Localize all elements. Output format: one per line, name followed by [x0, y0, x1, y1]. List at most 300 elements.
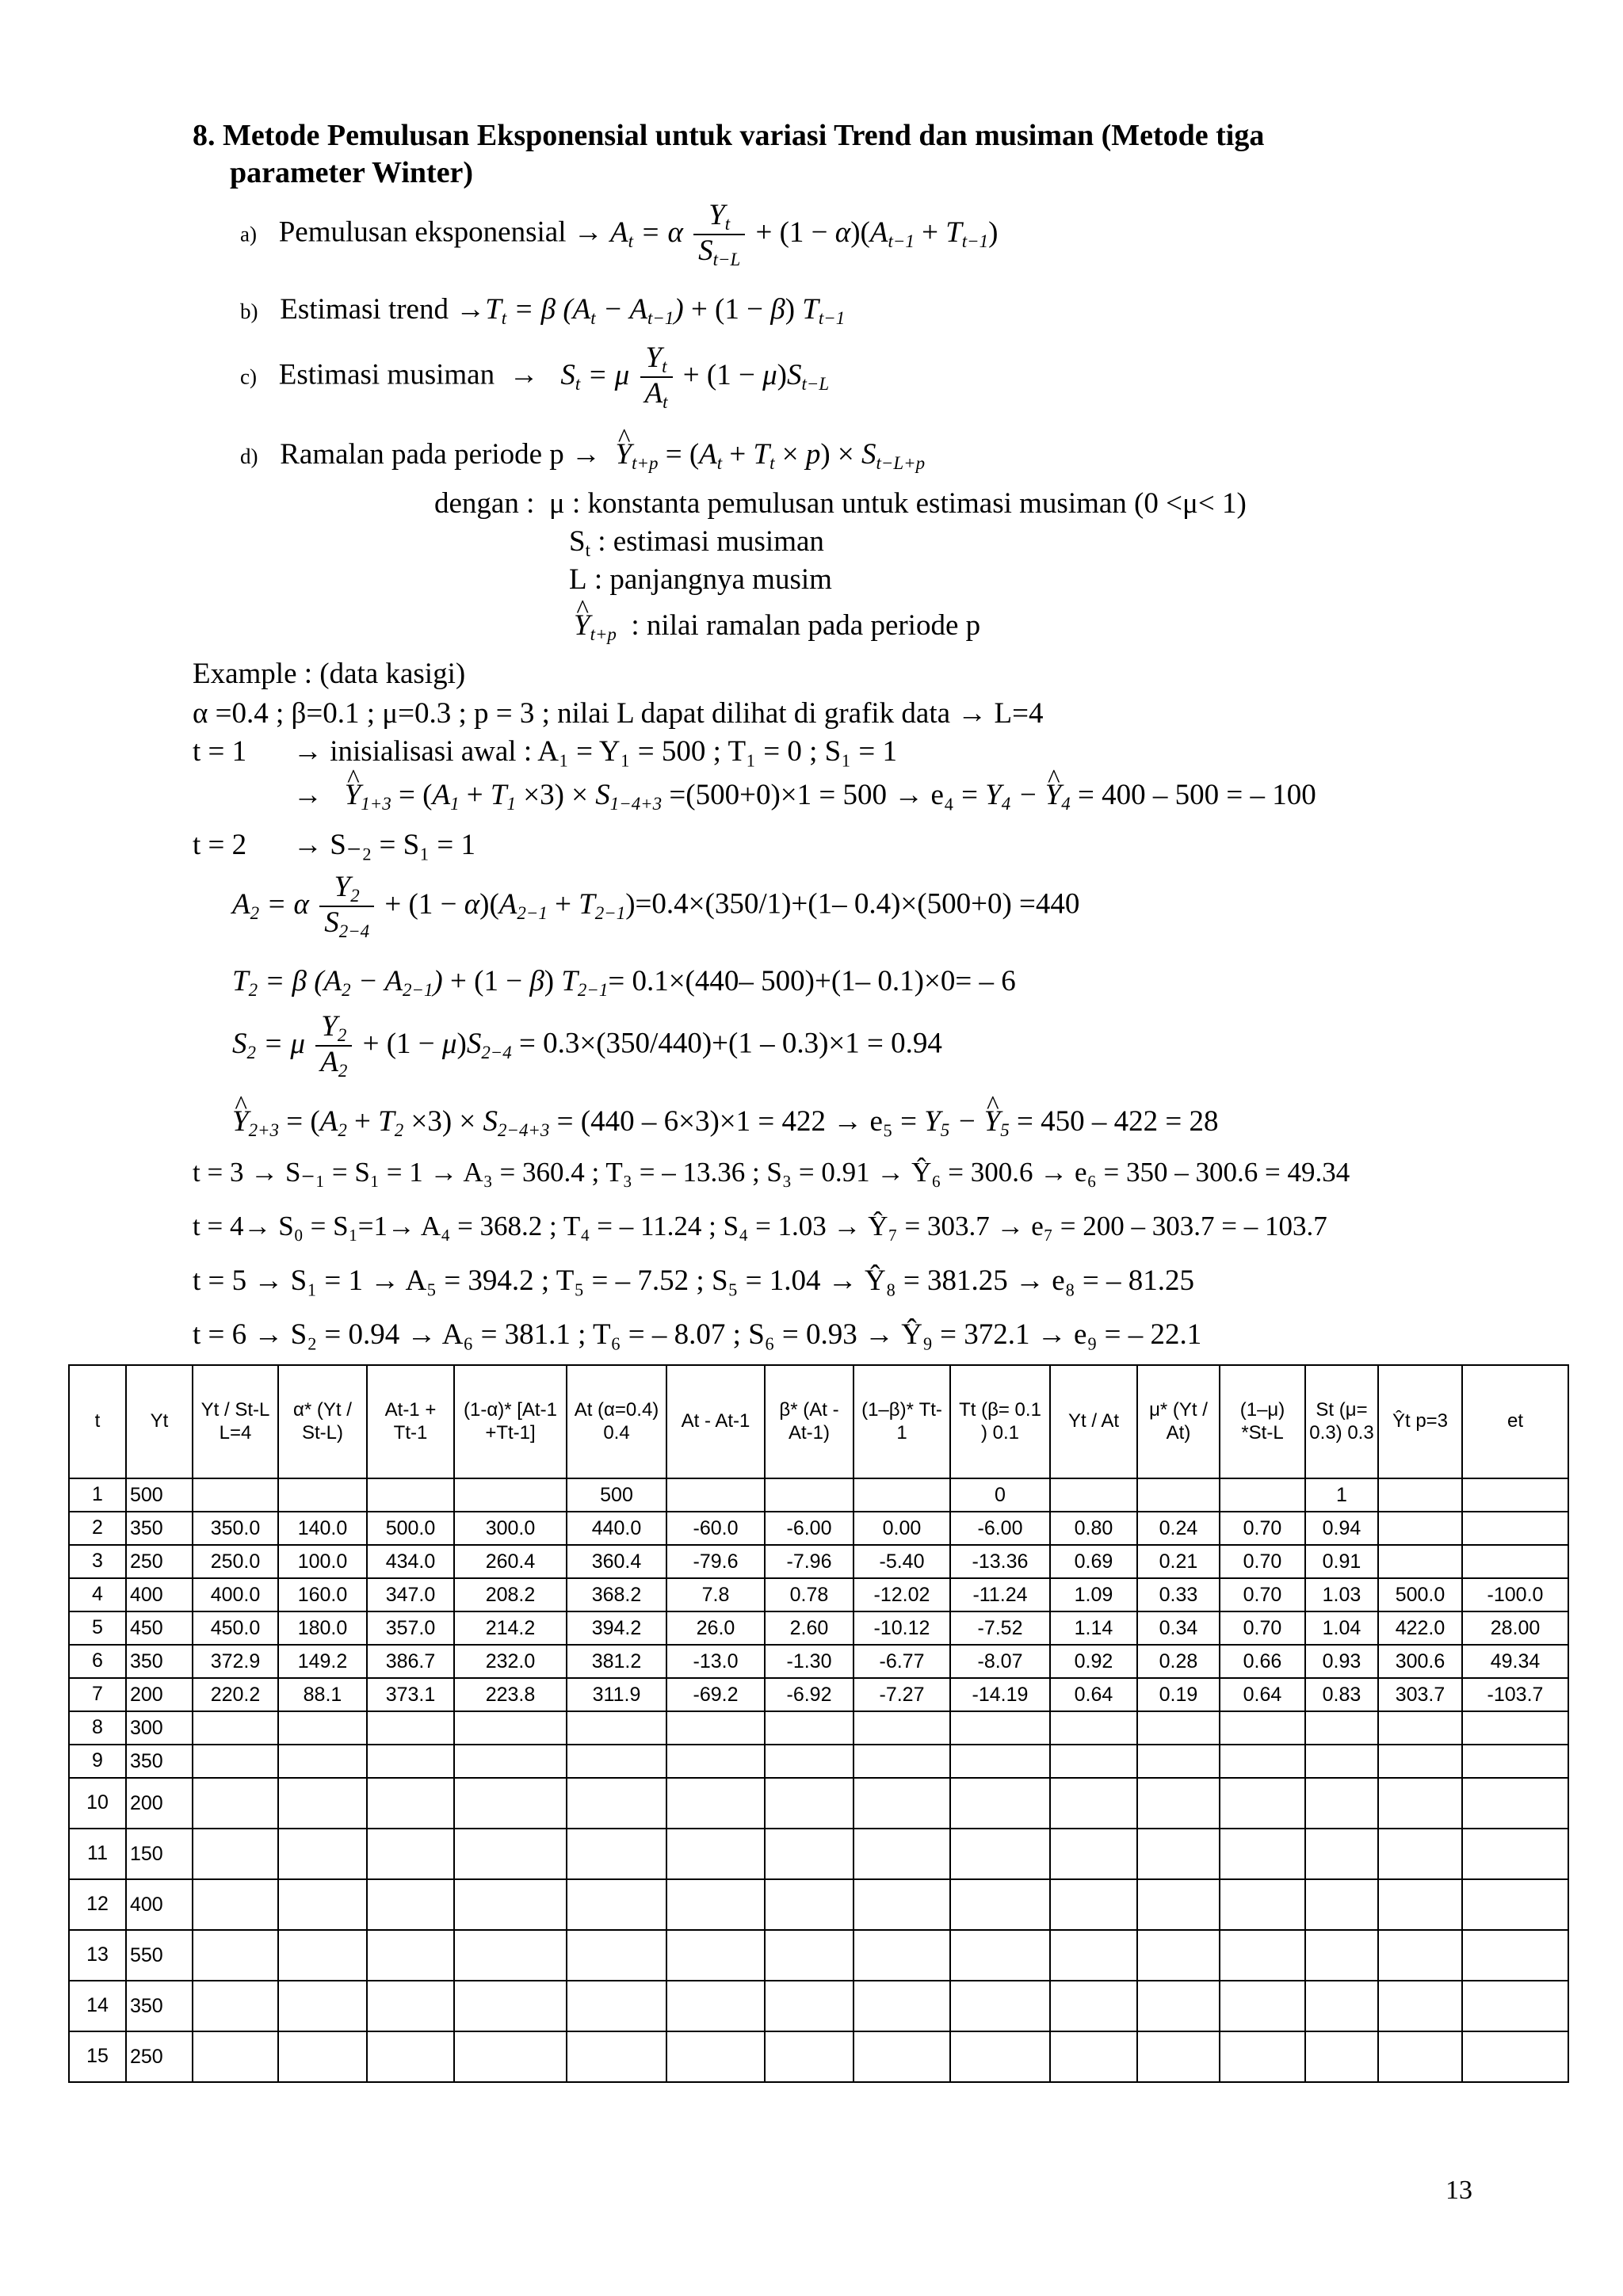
table-cell [367, 1829, 454, 1879]
table-cell: 10 [69, 1778, 126, 1829]
table-row [69, 1578, 1568, 1611]
table-row [69, 1829, 1568, 1879]
table-cell [567, 1930, 666, 1981]
table-cell: 214.2 [454, 1611, 567, 1645]
table-cell [367, 1778, 454, 1829]
table-header-row [69, 1365, 1568, 1478]
table-cell [193, 1711, 278, 1745]
table-cell [1137, 1745, 1220, 1778]
col-header: β* (At - At-1) [765, 1365, 854, 1478]
table-cell: 0.83 [1305, 1678, 1378, 1711]
col-header: (1–β)* Tt-1 [854, 1365, 950, 1478]
table-cell [765, 1879, 854, 1930]
table-cell [278, 1829, 367, 1879]
table-cell [1378, 1711, 1462, 1745]
table-cell: 150 [126, 1829, 193, 1879]
table-cell [1220, 1745, 1305, 1778]
table-cell [567, 1829, 666, 1879]
table-cell: -100.0 [1462, 1578, 1568, 1611]
table-cell [1137, 1981, 1220, 2031]
table-cell: 5 [69, 1611, 126, 1645]
legend-mu: dengan : μ : konstanta pemulusan untuk estimasi musiman (0 <μ< 1) [434, 487, 1247, 520]
table-cell: 1.04 [1305, 1611, 1378, 1645]
table-cell [854, 1478, 950, 1512]
winter-table [68, 1364, 1569, 2083]
table-cell: 1.03 [1305, 1578, 1378, 1611]
table-cell [1137, 1930, 1220, 1981]
table-cell: 250.0 [193, 1545, 278, 1578]
formula-c [240, 342, 829, 412]
table-cell [1050, 1829, 1137, 1879]
table-cell: 400 [126, 1879, 193, 1930]
col-header: μ* (Yt / At) [1137, 1365, 1220, 1478]
table-cell [278, 1711, 367, 1745]
table-cell [950, 1745, 1050, 1778]
table-row [69, 1512, 1568, 1545]
table-cell [1050, 1981, 1137, 2031]
y23-calc-end: = 450 – 422 = 28 [1017, 1105, 1219, 1138]
table-cell [367, 1930, 454, 1981]
table-cell [765, 1778, 854, 1829]
table-cell: -12.02 [854, 1578, 950, 1611]
table-cell: 14 [69, 1981, 126, 2031]
item-c-text: Estimasi musiman [278, 358, 495, 391]
table-cell: 200 [126, 1678, 193, 1711]
table-cell: -6.77 [854, 1645, 950, 1678]
table-cell [367, 2031, 454, 2082]
table-cell [1220, 1879, 1305, 1930]
table-cell: 3 [69, 1545, 126, 1578]
table-cell [278, 1478, 367, 1512]
table-cell: 0.70 [1220, 1512, 1305, 1545]
table-cell: 250 [126, 2031, 193, 2082]
legend-y: ^ $Y_{t+p}$ : nilai ramalan pada periode p [574, 609, 980, 645]
formula-a-expr: $A_t = \alpha$ $\frac{Y_t}{S_{t-L}}$ + $(1 - \alpha)(A_{t-1} + T_{t-1})$ [610, 199, 999, 269]
table-cell: 1 [1305, 1478, 1378, 1512]
table-cell: -13.0 [666, 1645, 765, 1678]
table-cell [1137, 1478, 1220, 1512]
table-cell [1137, 1711, 1220, 1745]
table-cell [1378, 1879, 1462, 1930]
arrow-icon: → [456, 293, 486, 326]
table-cell [1305, 1829, 1378, 1879]
table-cell: 11 [69, 1829, 126, 1879]
table-row [69, 1478, 1568, 1512]
table-cell [1462, 1778, 1568, 1829]
table-cell [454, 1778, 567, 1829]
table-row [69, 1611, 1568, 1645]
table-cell: 88.1 [278, 1678, 367, 1711]
table-cell: -8.07 [950, 1645, 1050, 1678]
t5-line: t = 5 → S₁ = 1 → A₅ = 394.2 ; T₅ = – 7.52 ; S₅ = 1.04 → Ŷ₈ = 381.25 → e₈ = – 81.25 [193, 1264, 1194, 1297]
arrow-icon: → [573, 215, 603, 249]
item-b-text: Estimasi trend [280, 293, 449, 326]
table-cell: -14.19 [950, 1678, 1050, 1711]
formula-b [240, 293, 845, 329]
table-cell: -79.6 [666, 1545, 765, 1578]
item-d-label: d) [240, 444, 258, 468]
table-cell: 360.4 [567, 1545, 666, 1578]
table-cell [1220, 1778, 1305, 1829]
y23-calc: ^ $Y_{2+3} = (A_2 + T_2 \times 3) \times S_{2-4+3} = (440 - 6\times 3)\times 1 = 422 \to e_5 = Y_5$ − ^ $Y_5 = 450 - 422 = 28$ [232, 1105, 1219, 1141]
table-cell [854, 1930, 950, 1981]
table-cell [1462, 1879, 1568, 1930]
table-cell [1050, 1478, 1137, 1512]
table-cell: 15 [69, 2031, 126, 2082]
table-row [69, 1545, 1568, 1578]
table-cell [666, 1829, 765, 1879]
table-cell [278, 1745, 367, 1778]
table-cell [666, 1930, 765, 1981]
table-body [69, 1478, 1568, 2082]
table-cell [1305, 1745, 1378, 1778]
table-cell [1462, 1545, 1568, 1578]
table-cell [950, 1711, 1050, 1745]
table-cell: 0.00 [854, 1512, 950, 1545]
table-cell: 100.0 [278, 1545, 367, 1578]
table-cell: -7.96 [765, 1545, 854, 1578]
col-header: (1–μ) *St-L [1220, 1365, 1305, 1478]
table-cell: 300.0 [454, 1512, 567, 1545]
table-cell [367, 1981, 454, 2031]
table-cell [1462, 1829, 1568, 1879]
formula-d [240, 438, 925, 474]
table-cell [1462, 1745, 1568, 1778]
table-cell [278, 1981, 367, 2031]
table-cell: -7.52 [950, 1611, 1050, 1645]
table-cell: 350.0 [193, 1512, 278, 1545]
table-cell: 394.2 [567, 1611, 666, 1645]
table-cell: 7 [69, 1678, 126, 1711]
t2-s: → S₋₂ = S₁ = 1 [293, 829, 475, 861]
table-cell [666, 1711, 765, 1745]
table-cell: 434.0 [367, 1545, 454, 1578]
table-cell: 373.1 [367, 1678, 454, 1711]
table-cell: 0.66 [1220, 1645, 1305, 1678]
table-cell: -13.36 [950, 1545, 1050, 1578]
col-header: α* (Yt / St-L) [278, 1365, 367, 1478]
table-cell [1378, 1778, 1462, 1829]
table-cell: 160.0 [278, 1578, 367, 1611]
table-cell: 1 [69, 1478, 126, 1512]
table-cell [854, 1745, 950, 1778]
table-cell: 28.00 [1462, 1611, 1568, 1645]
table-cell [854, 1711, 950, 1745]
table-cell [854, 1981, 950, 2031]
table-cell [1220, 1711, 1305, 1745]
table-cell [1462, 1512, 1568, 1545]
col-header: Tt (β= 0.1 ) 0.1 [950, 1365, 1050, 1478]
table-cell: 350 [126, 1645, 193, 1678]
table-cell [666, 2031, 765, 2082]
table-cell [567, 1745, 666, 1778]
table-cell: -6.92 [765, 1678, 854, 1711]
table-cell [1050, 1879, 1137, 1930]
table-cell: 500.0 [367, 1512, 454, 1545]
table-cell [1378, 2031, 1462, 2082]
table-cell: 0.70 [1220, 1578, 1305, 1611]
table-cell: -10.12 [854, 1611, 950, 1645]
table-cell [1137, 1879, 1220, 1930]
legend-mu-text: : konstanta pemulusan untuk estimasi musiman (0 <μ< 1) [571, 487, 1247, 520]
table-cell: 13 [69, 1930, 126, 1981]
table-cell: 0.70 [1220, 1611, 1305, 1645]
table-cell: 440.0 [567, 1512, 666, 1545]
table-cell [454, 1478, 567, 1512]
table-row [69, 1745, 1568, 1778]
table-cell [950, 1981, 1050, 2031]
table-cell [1378, 1829, 1462, 1879]
table-cell [1305, 1778, 1378, 1829]
table-cell [1220, 2031, 1305, 2082]
t1-label: t = 1 [193, 735, 247, 768]
table-cell [1462, 1930, 1568, 1981]
table-cell [1378, 1512, 1462, 1545]
table-cell: 0.69 [1050, 1545, 1137, 1578]
table-cell [278, 1930, 367, 1981]
table-cell [193, 1879, 278, 1930]
y23-calc-text: = (440 – 6×3)×1 = 422 → e₅ = [556, 1105, 925, 1138]
table-cell [765, 1981, 854, 2031]
table-cell [1137, 1829, 1220, 1879]
s2-calc: $S_2 = \mu$ $\frac{Y_2}{A_2}$ + $(1 - \mu)S_{2-4} = 0.3\times(350/440)+(1 - 0.3)\times 1 = 0.94$ [232, 1010, 942, 1081]
table-cell [950, 1829, 1050, 1879]
table-cell: 232.0 [454, 1645, 567, 1678]
table-cell: 4 [69, 1578, 126, 1611]
table-cell: 220.2 [193, 1678, 278, 1711]
formula-d-expr: ^ $Y_{t+p} = (A_t + T_t \times p) \times S_{t-L+p}$ [616, 438, 926, 471]
table-cell [278, 1778, 367, 1829]
table-cell: 550 [126, 1930, 193, 1981]
table-row [69, 2031, 1568, 2082]
t1-init: → inisialisasi awal : A₁ = Y₁ = 500 ; T₁ = 0 ; S₁ = 1 [293, 735, 898, 768]
arrow-icon: → [293, 779, 323, 811]
table-cell [567, 1981, 666, 2031]
t1-forecast-tail: =(500+0)×1 = 500 → e₄ = [669, 779, 986, 811]
table-cell [193, 1778, 278, 1829]
table-cell [854, 2031, 950, 2082]
table-cell: 450.0 [193, 1611, 278, 1645]
formula-a [240, 200, 998, 269]
table-cell: 0.94 [1305, 1512, 1378, 1545]
t2-calc-text: = 0.1×(440– 500)+(1– 0.1)×0= – 6 [608, 965, 1016, 997]
table-cell: 368.2 [567, 1578, 666, 1611]
col-header: (1-α)* [At-1 +Tt-1] [454, 1365, 567, 1478]
table-cell: 0.70 [1220, 1545, 1305, 1578]
table-cell [454, 1930, 567, 1981]
col-header: At - At-1 [666, 1365, 765, 1478]
legend-l: L : panjangnya musim [569, 563, 832, 596]
table-cell: 450 [126, 1611, 193, 1645]
t3-line: t = 3 → S₋₁ = S₁ = 1 → A₃ = 360.4 ; T₃ = – 13.36 ; S₃ = 0.91 → Ŷ₆ = 300.6 → e₆ = 350 – 300.6 = 49.34 [193, 1157, 1350, 1188]
table-cell [854, 1829, 950, 1879]
table-cell [567, 1711, 666, 1745]
table-cell [1462, 1711, 1568, 1745]
table-cell: -1.30 [765, 1645, 854, 1678]
table-cell: 200 [126, 1778, 193, 1829]
table-cell [666, 1879, 765, 1930]
table-cell: -103.7 [1462, 1678, 1568, 1711]
table-cell [567, 1879, 666, 1930]
legend-l-text: : panjangnya musim [594, 563, 832, 596]
table-cell: 0 [950, 1478, 1050, 1512]
item-d-text: Ramalan pada periode p [280, 438, 564, 471]
table-cell: 303.7 [1378, 1678, 1462, 1711]
table-cell [666, 1478, 765, 1512]
arrow-icon: → [509, 358, 539, 391]
table-cell: 0.92 [1050, 1645, 1137, 1678]
table-cell: 1.14 [1050, 1611, 1137, 1645]
table-cell: 311.9 [567, 1678, 666, 1711]
table-cell [193, 1930, 278, 1981]
table-cell: 0.34 [1137, 1611, 1220, 1645]
example-params: α =0.4 ; β=0.1 ; μ=0.3 ; p = 3 ; nilai L dapat dilihat di grafik data → L=4 [193, 697, 1044, 730]
arrow-icon: → [571, 438, 601, 471]
table-cell: 400 [126, 1578, 193, 1611]
table-cell [454, 2031, 567, 2082]
table-cell: 250 [126, 1545, 193, 1578]
table-cell: 381.2 [567, 1645, 666, 1678]
table-cell [1050, 2031, 1137, 2082]
col-header: t [69, 1365, 126, 1478]
table-cell [1305, 1930, 1378, 1981]
table-cell [1378, 1930, 1462, 1981]
table-cell: 350 [126, 1981, 193, 2031]
table-cell: 0.64 [1220, 1678, 1305, 1711]
legend-st-text: : estimasi musiman [598, 525, 824, 558]
table-cell: 2.60 [765, 1611, 854, 1645]
t2-calc: $T_2 = \beta$ $(A_2 - A_{2-1}) + (1 - \beta)$ $T_{2-1}= 0.1\times(440-$ 500)+(1– 0.1)×0= – 6 [232, 965, 1016, 1000]
table-cell: -11.24 [950, 1578, 1050, 1611]
table-cell: 0.93 [1305, 1645, 1378, 1678]
table-cell: 300.6 [1378, 1645, 1462, 1678]
table-cell: 0.28 [1137, 1645, 1220, 1678]
table-cell: 400.0 [193, 1578, 278, 1611]
table-cell [1050, 1745, 1137, 1778]
table-cell [1462, 1981, 1568, 2031]
table-cell [193, 1981, 278, 2031]
table-cell: 8 [69, 1711, 126, 1745]
table-cell [1050, 1930, 1137, 1981]
table-cell [567, 2031, 666, 2082]
table-cell [1305, 1879, 1378, 1930]
t4-line: t = 4→ S₀ = S₁=1→ A₄ = 368.2 ; T₄ = – 11.24 ; S₄ = 1.03 → Ŷ₇ = 303.7 → e₇ = 200 – 303.7 = – 103.7 [193, 1211, 1327, 1241]
legend-st: $S_t$ : estimasi musiman [569, 525, 824, 560]
table-cell [193, 1745, 278, 1778]
t1-forecast: → ^ $Y_{1+3} = (A_1 + T_1 \times 3) \times S_{1-4+3} =(500+0)\times 1 = 500 \to e_4 = Y_4$ − ^ $Y_4 = 400 - 500$ = – 100 [293, 779, 1316, 814]
table-cell: 500 [567, 1478, 666, 1512]
table-cell [1050, 1778, 1137, 1829]
table-cell [666, 1778, 765, 1829]
table-cell [454, 1745, 567, 1778]
table-cell: 500.0 [1378, 1578, 1462, 1611]
table-cell [1378, 1981, 1462, 2031]
table-cell: 350 [126, 1745, 193, 1778]
table-cell [1220, 1478, 1305, 1512]
table-cell: -7.27 [854, 1678, 950, 1711]
table-cell [1462, 1478, 1568, 1512]
table-cell [765, 1711, 854, 1745]
table-cell [1137, 2031, 1220, 2082]
table-cell [278, 2031, 367, 2082]
table-cell [765, 2031, 854, 2082]
table-cell: 386.7 [367, 1645, 454, 1678]
table-cell [367, 1478, 454, 1512]
table-cell: 26.0 [666, 1611, 765, 1645]
col-header: At-1 + Tt-1 [367, 1365, 454, 1478]
table-cell [765, 1829, 854, 1879]
table-cell [1050, 1711, 1137, 1745]
table-cell: 149.2 [278, 1645, 367, 1678]
table-cell [1220, 1930, 1305, 1981]
s2-calc-text: = 0.3×(350/440)+(1 – 0.3)×1 = 0.94 [518, 1027, 942, 1060]
table-cell [666, 1745, 765, 1778]
table-row [69, 1930, 1568, 1981]
table-cell: 372.9 [193, 1645, 278, 1678]
table-cell: 0.78 [765, 1578, 854, 1611]
table-cell: -5.40 [854, 1545, 950, 1578]
table-cell: -69.2 [666, 1678, 765, 1711]
table-cell: 7.8 [666, 1578, 765, 1611]
table-cell: 357.0 [367, 1611, 454, 1645]
table-cell [666, 1981, 765, 2031]
table-row [69, 1711, 1568, 1745]
table-cell: 500 [126, 1478, 193, 1512]
table-cell [1378, 1478, 1462, 1512]
col-header: et [1462, 1365, 1568, 1478]
a2-calc-text: =0.4×(350/1)+(1– 0.4)×(500+0) =440 [635, 887, 1080, 921]
legend-dengan: dengan : [434, 487, 535, 520]
page-number: 13 [1445, 2176, 1472, 2205]
table-cell: 6 [69, 1645, 126, 1678]
table-row [69, 1778, 1568, 1829]
table-cell [278, 1879, 367, 1930]
table-cell [765, 1930, 854, 1981]
table-cell: 260.4 [454, 1545, 567, 1578]
table-cell: 347.0 [367, 1578, 454, 1611]
table-cell [950, 1930, 1050, 1981]
item-c-label: c) [240, 364, 257, 389]
table-cell [950, 1778, 1050, 1829]
table-cell [1378, 1545, 1462, 1578]
col-header: Yt / At [1050, 1365, 1137, 1478]
example-title: Example : (data kasigi) [193, 658, 466, 690]
table-cell [567, 1778, 666, 1829]
table-cell: 180.0 [278, 1611, 367, 1645]
t6-line: t = 6 → S₂ = 0.94 → A₆ = 381.1 ; T₆ = – 8.07 ; S₆ = 0.93 → Ŷ₉ = 372.1 → e₉ = – 22.1 [193, 1318, 1202, 1351]
table-cell: 0.24 [1137, 1512, 1220, 1545]
table-cell [1220, 1981, 1305, 2031]
table-cell: 422.0 [1378, 1611, 1462, 1645]
formula-b-expr: $T_t = \beta$ $(A_t - A_{t-1}) + (1 - \beta)$ $T_{t-1}$ [485, 293, 846, 328]
table-cell: 300 [126, 1711, 193, 1745]
table-cell: 140.0 [278, 1512, 367, 1545]
table-cell: -6.00 [950, 1512, 1050, 1545]
col-header: Yt / St-L L=4 [193, 1365, 278, 1478]
table-cell [193, 1829, 278, 1879]
item-b-label: b) [240, 299, 258, 323]
table-cell: 0.80 [1050, 1512, 1137, 1545]
table-cell [1220, 1829, 1305, 1879]
table-cell: 9 [69, 1745, 126, 1778]
table-cell [454, 1711, 567, 1745]
section-heading-line2: parameter Winter) [230, 156, 474, 189]
table-cell [367, 1711, 454, 1745]
t1-forecast-end: = 400 – 500 = – 100 [1078, 779, 1316, 811]
table-cell: 12 [69, 1879, 126, 1930]
table-cell [454, 1879, 567, 1930]
table-cell [950, 2031, 1050, 2082]
